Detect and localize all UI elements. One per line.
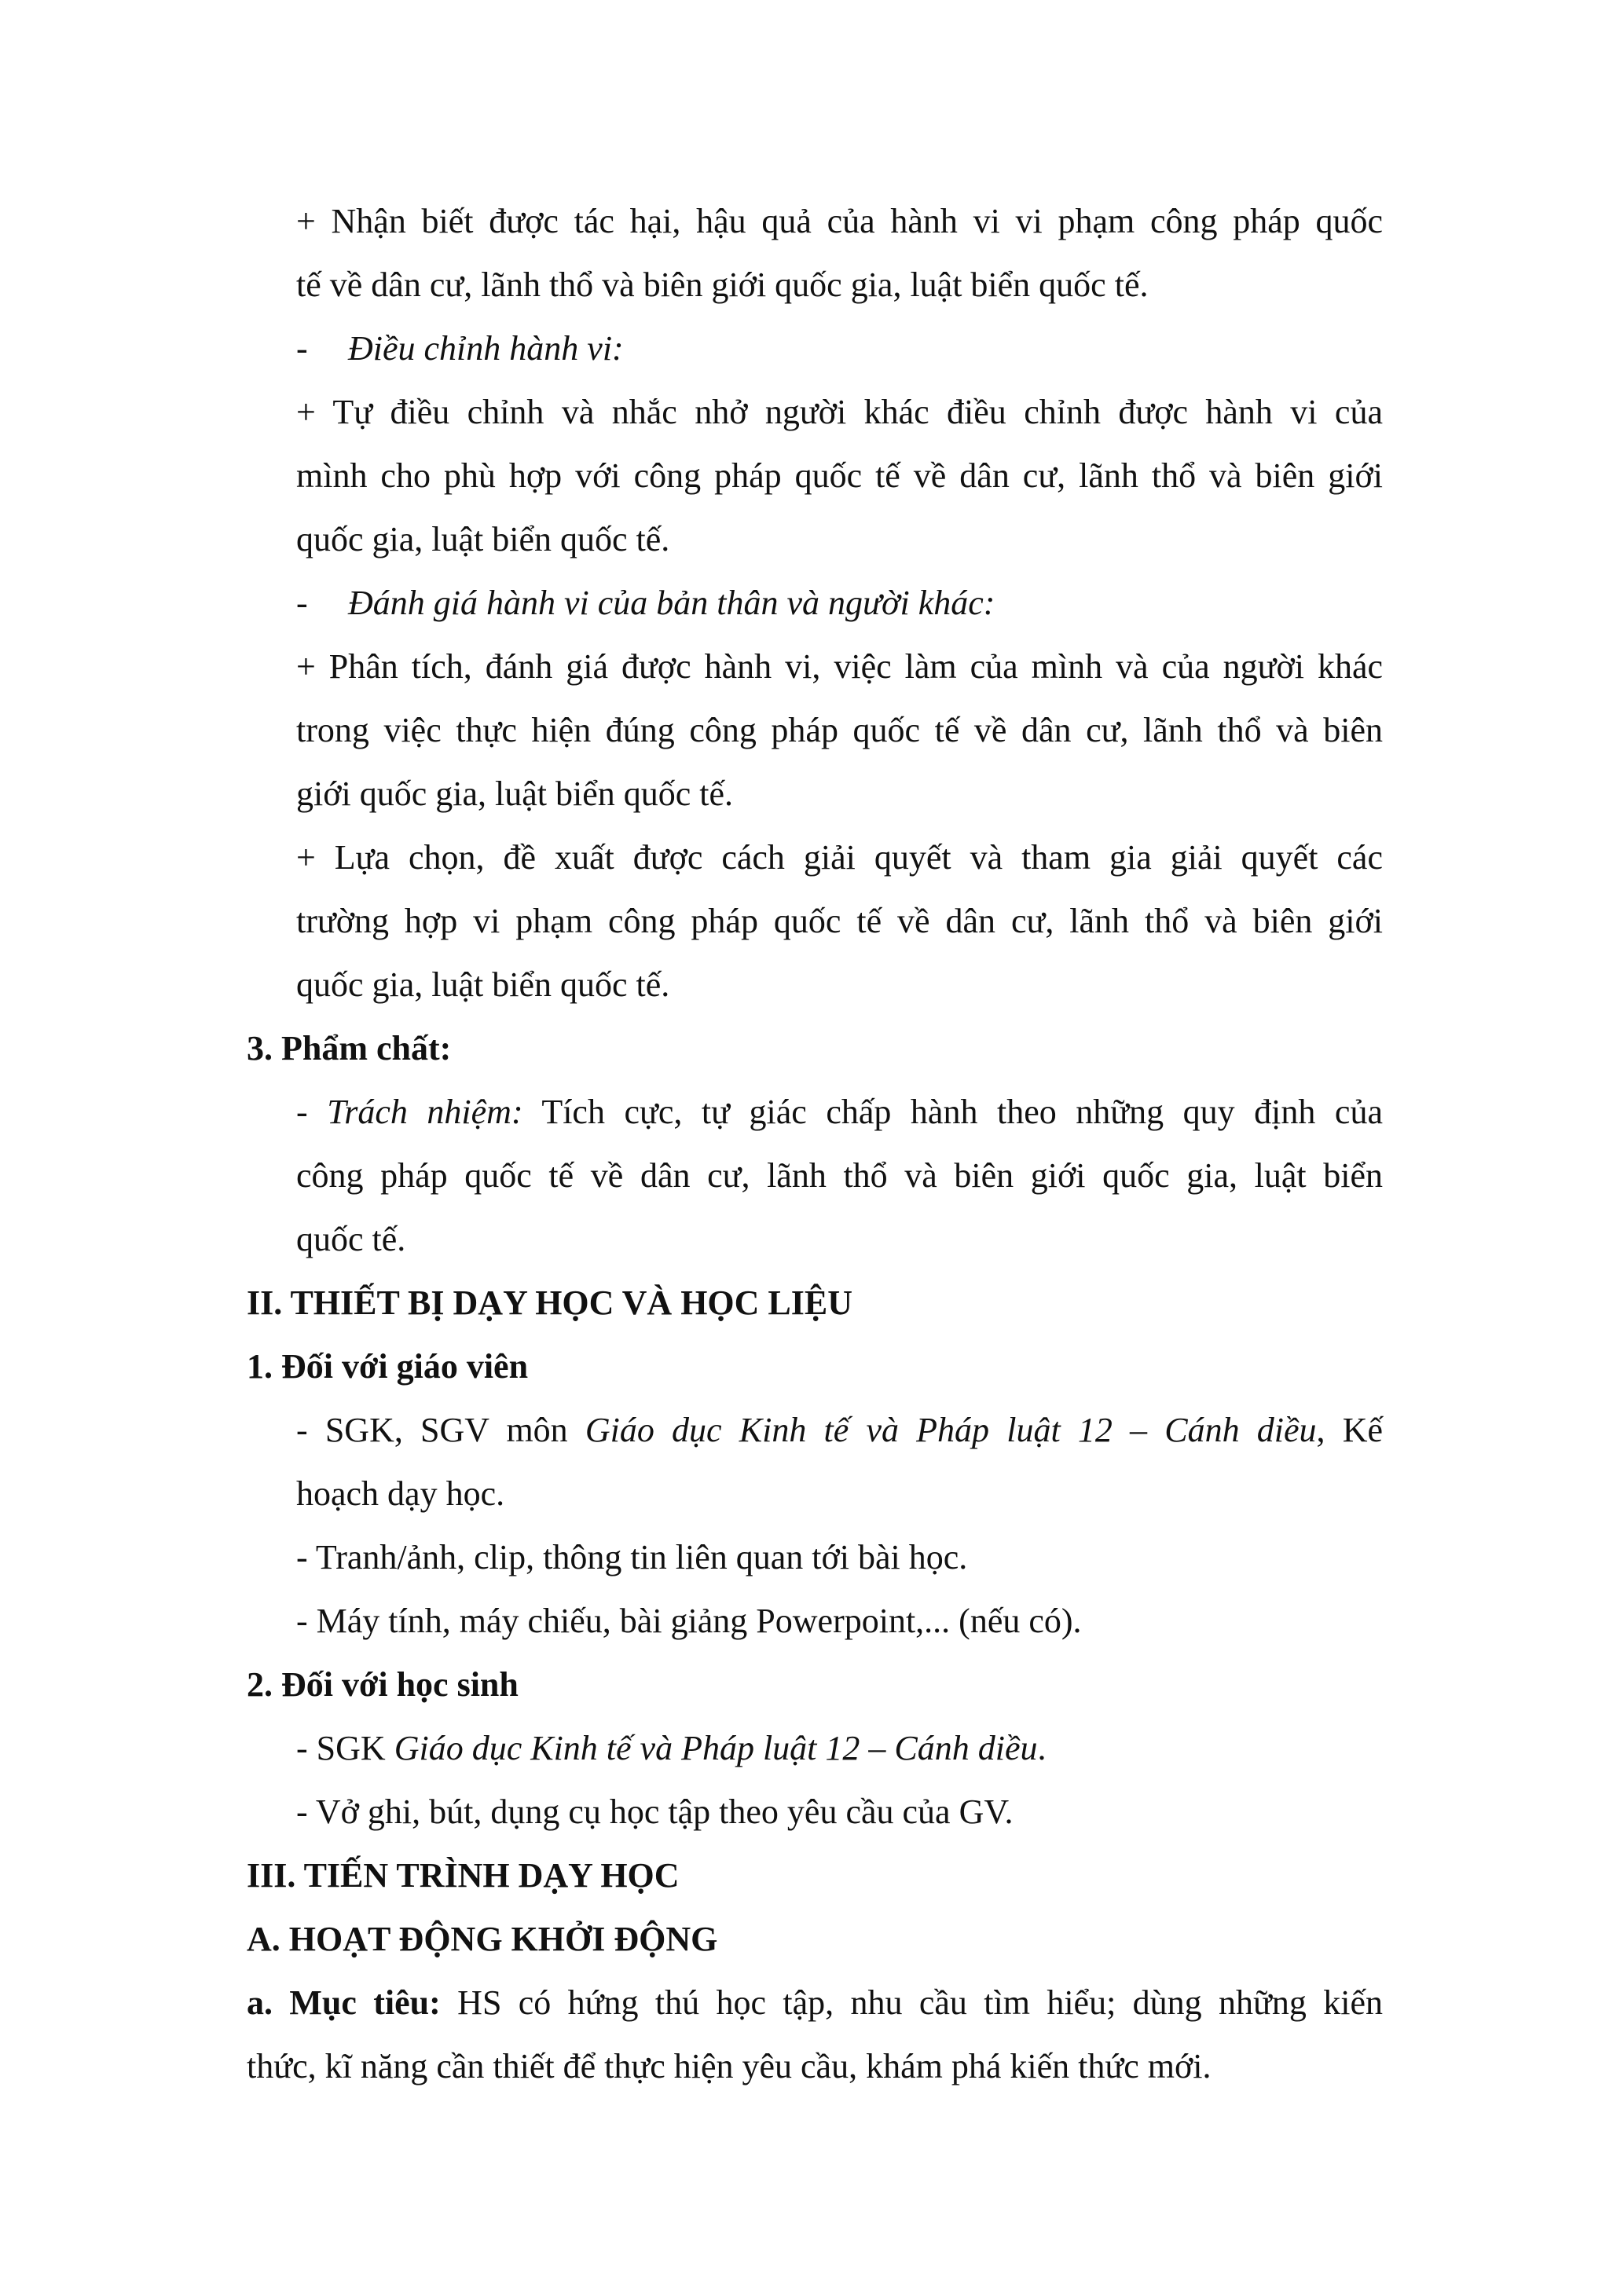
paragraph-line: + Phân tích, đánh giá được hành vi, việc làm của mình và của người khác [296, 647, 1383, 686]
paragraph-line: + Nhận biết được tác hại, hậu quả của hành vi vi phạm công pháp quốc [296, 202, 1383, 240]
paragraph-line: hoạch dạy học. [296, 1474, 505, 1513]
text-prefix: - SGK [296, 1729, 394, 1767]
heading-pham-chat [247, 1025, 1383, 1072]
heading-text: 1. Đối với giáo viên [247, 1347, 529, 1386]
heading-text: II. THIẾT BỊ DẠY HỌC VÀ HỌC LIỆU [247, 1283, 853, 1322]
trach-nhiem-label: Trách nhiệm: [327, 1093, 523, 1131]
text-prefix: - SGK, SGV môn [296, 1411, 585, 1449]
paragraph-line: - Vở ghi, bút, dụng cụ học tập theo yêu cầu của GV. [296, 1792, 1014, 1831]
paragraph-line: trong việc thực hiện đúng công pháp quốc tế về dân cư, lãnh thổ và biên [296, 711, 1383, 749]
trach-nhiem-text: Tích cực, tự giác chấp hành theo những quy định của [522, 1093, 1383, 1131]
paragraph-line-muc-tieu [247, 1979, 1383, 2027]
text-suffix: . [1037, 1729, 1047, 1767]
paragraph-line: trường hợp vi phạm công pháp quốc tế về dân cư, lãnh thổ và biên giới [296, 902, 1383, 940]
paragraph-line-sgk [296, 1725, 1383, 1772]
dash-marker: - [296, 584, 308, 622]
heading-text: 2. Đối với học sinh [247, 1665, 519, 1704]
dash-prefix: - [296, 1093, 328, 1131]
dash-marker: - [296, 329, 308, 368]
paragraph-line-trach-nhiem [296, 1089, 1383, 1136]
subheading-text: Đánh giá hành vi của bản thân và người khác: [348, 584, 995, 622]
section-heading-khoi-dong [247, 1916, 1383, 1963]
paragraph-line: mình cho phù hợp với công pháp quốc tế về dân cư, lãnh thổ và biên giới [296, 456, 1383, 495]
book-title: Giáo dục Kinh tế và Pháp luật 12 – Cánh diều [585, 1411, 1317, 1449]
paragraph-line: - Máy tính, máy chiếu, bài giảng Powerpoint,... (nếu có). [296, 1602, 1082, 1640]
book-title: Giáo dục Kinh tế và Pháp luật 12 – Cánh diều [394, 1729, 1038, 1767]
heading-text: 3. Phẩm chất: [247, 1029, 452, 1067]
muc-tieu-text: HS có hứng thú học tập, nhu cầu tìm hiểu; dùng những kiến [440, 1983, 1383, 2022]
subheading-dieu-chinh [296, 325, 624, 372]
subheading-text: Điều chỉnh hành vi: [348, 329, 624, 368]
paragraph-line: thức, kĩ năng cần thiết để thực hiện yêu cầu, khám phá kiến thức mới. [247, 2047, 1212, 2085]
subheading-danh-gia [296, 580, 995, 627]
section-heading-thiet-bi [247, 1280, 1383, 1327]
paragraph-line: công pháp quốc tế về dân cư, lãnh thổ và biên giới quốc gia, luật biển [296, 1156, 1383, 1195]
paragraph-line: giới quốc gia, luật biển quốc tế. [296, 774, 734, 813]
heading-hoc-sinh [247, 1661, 1383, 1708]
heading-giao-vien [247, 1343, 1383, 1390]
muc-tieu-label: a. Mục tiêu: [247, 1983, 441, 2022]
paragraph-line: - Tranh/ảnh, clip, thông tin liên quan tới bài học. [296, 1538, 968, 1576]
paragraph-line: tế về dân cư, lãnh thổ và biên giới quốc gia, luật biển quốc tế. [296, 265, 1149, 304]
paragraph-line: + Lựa chọn, đề xuất được cách giải quyết và tham gia giải quyết các [296, 838, 1383, 877]
paragraph-line: quốc gia, luật biển quốc tế. [296, 965, 670, 1004]
paragraph-line: + Tự điều chỉnh và nhắc nhở người khác điều chỉnh được hành vi của [296, 393, 1383, 431]
heading-text: III. TIẾN TRÌNH DẠY HỌC [247, 1856, 680, 1895]
section-heading-tien-trinh [247, 1852, 1383, 1899]
paragraph-line: quốc tế. [296, 1220, 406, 1258]
text-suffix: , Kế [1316, 1411, 1384, 1449]
paragraph-line-sgk-sgv [296, 1407, 1383, 1454]
paragraph-line: quốc gia, luật biển quốc tế. [296, 520, 670, 558]
heading-text: A. HOẠT ĐỘNG KHỞI ĐỘNG [247, 1920, 718, 1958]
